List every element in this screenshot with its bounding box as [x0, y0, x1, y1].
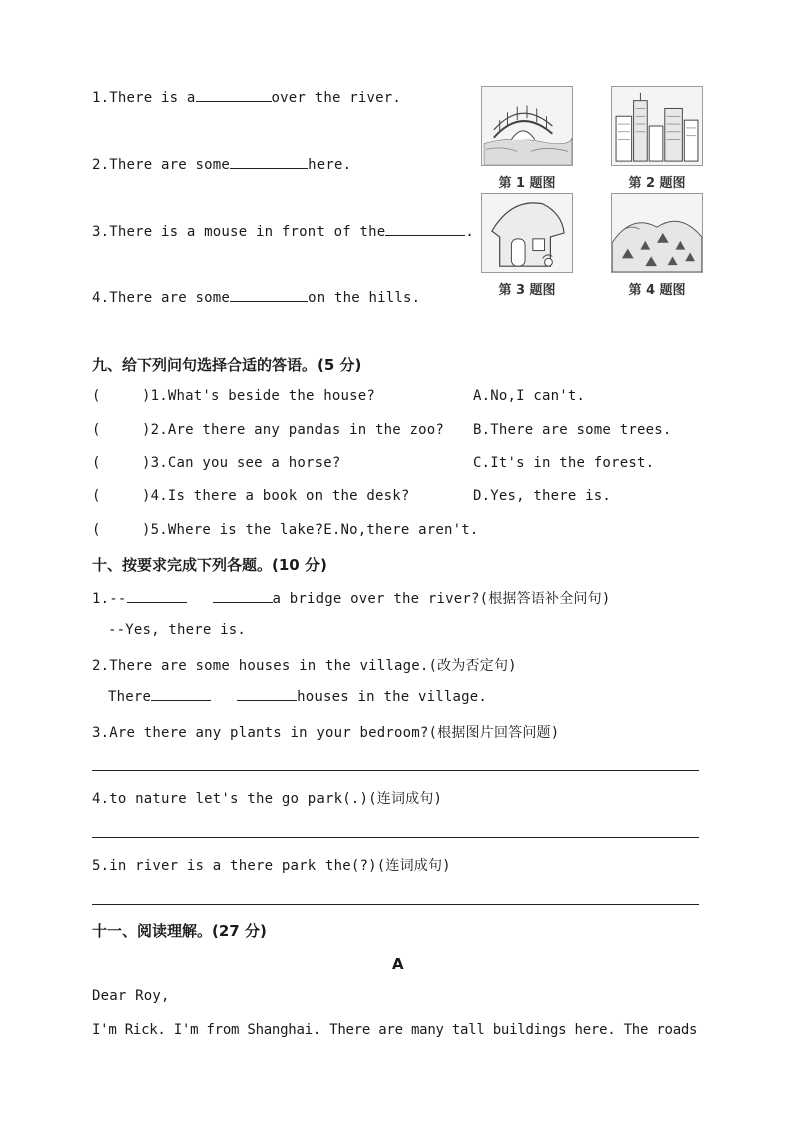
- answer-paren[interactable]: (: [92, 522, 101, 538]
- question-text: )3.Can you see a horse?: [142, 455, 341, 471]
- trees-on-hills-picture: [611, 193, 703, 273]
- task-2-answer-line: [108, 688, 487, 705]
- answer-blank[interactable]: [213, 590, 273, 603]
- task-1-answer: --Yes, there is.: [108, 622, 247, 638]
- fill-item-text-after: .: [465, 224, 475, 240]
- answer-option-c: C.It's in the forest.: [473, 455, 655, 471]
- section-10-heading: 十、按要求完成下列各题。(10 分): [92, 556, 327, 574]
- task-5: 5.in river is a there park the(?)(连词成句): [92, 858, 451, 874]
- task-2-suffix: houses in the village.: [297, 689, 487, 705]
- answer-blank[interactable]: [230, 289, 308, 302]
- answer-blank[interactable]: [151, 688, 211, 701]
- house-picture: [481, 193, 573, 273]
- question-row: [92, 388, 375, 404]
- answer-blank[interactable]: [196, 89, 272, 102]
- fill-item-3: [92, 223, 474, 240]
- answer-paren[interactable]: (: [92, 488, 101, 504]
- task-4: 4.to nature let's the go park(.)(连词成句): [92, 791, 443, 807]
- fill-item-2: [92, 156, 351, 173]
- task-1-suffix: a bridge over the river?(根据答语补全问句): [272, 591, 611, 607]
- answer-blank[interactable]: [237, 688, 297, 701]
- task-2-prefix: There: [108, 689, 152, 705]
- question-row: [92, 455, 340, 471]
- bridge-picture: [481, 86, 573, 166]
- answer-blank[interactable]: [385, 223, 465, 236]
- letter-line-1: I'm Rick. I'm from Shanghai. There are many tall buildings here. The roads: [92, 1022, 698, 1038]
- fill-item-4: [92, 289, 420, 306]
- fill-item-text-before: 3.There is a mouse in front of the: [92, 224, 386, 240]
- fill-item-text-before: 2.There are some: [92, 157, 231, 173]
- question-row: [92, 422, 444, 438]
- answer-paren[interactable]: (: [92, 455, 101, 471]
- answer-blank[interactable]: [230, 156, 308, 169]
- picture-caption-2: 第 2 题图: [628, 176, 686, 191]
- passage-label: A: [392, 955, 404, 973]
- task-1-prefix: 1.--: [92, 591, 127, 607]
- answer-option-d: D.Yes, there is.: [473, 488, 612, 504]
- fill-item-1: [92, 89, 401, 106]
- buildings-picture: [611, 86, 703, 166]
- question-text: )2.Are there any pandas in the zoo?: [142, 422, 445, 438]
- question-text: )5.Where is the lake?E.No,there aren't.: [142, 522, 479, 538]
- fill-item-text-before: 1.There is a: [92, 90, 196, 106]
- question-row: [92, 488, 410, 504]
- picture-caption-1: 第 1 题图: [498, 176, 556, 191]
- section-11-heading: 十一、阅读理解。(27 分): [92, 922, 267, 940]
- picture-caption-4: 第 4 题图: [628, 283, 686, 298]
- section-9-heading: 九、给下列问句选择合适的答语。(5 分): [92, 356, 362, 374]
- task-2: 2.There are some houses in the village.(改为否定句): [92, 658, 517, 674]
- letter-greeting: Dear Roy,: [92, 988, 170, 1004]
- answer-paren[interactable]: (: [92, 422, 101, 438]
- picture-caption-3: 第 3 题图: [498, 283, 556, 298]
- question-text: )4.Is there a book on the desk?: [142, 488, 410, 504]
- answer-blank[interactable]: [127, 590, 187, 603]
- answer-paren[interactable]: (: [92, 388, 101, 404]
- fill-item-text-before: 4.There are some: [92, 290, 231, 306]
- task-3: 3.Are there any plants in your bedroom?(根据图片回答问题): [92, 725, 560, 741]
- fill-item-text-after: here.: [308, 157, 352, 173]
- fill-item-text-after: over the river.: [271, 90, 401, 106]
- answer-line[interactable]: [92, 904, 699, 905]
- answer-option-b: B.There are some trees.: [473, 422, 672, 438]
- fill-item-text-after: on the hills.: [308, 290, 421, 306]
- answer-option-a: A.No,I can't.: [473, 388, 586, 404]
- answer-line[interactable]: [92, 770, 699, 771]
- question-text: )1.What's beside the house?: [142, 388, 375, 404]
- task-1: [92, 588, 610, 608]
- question-row: [92, 522, 479, 538]
- answer-line[interactable]: [92, 837, 699, 838]
